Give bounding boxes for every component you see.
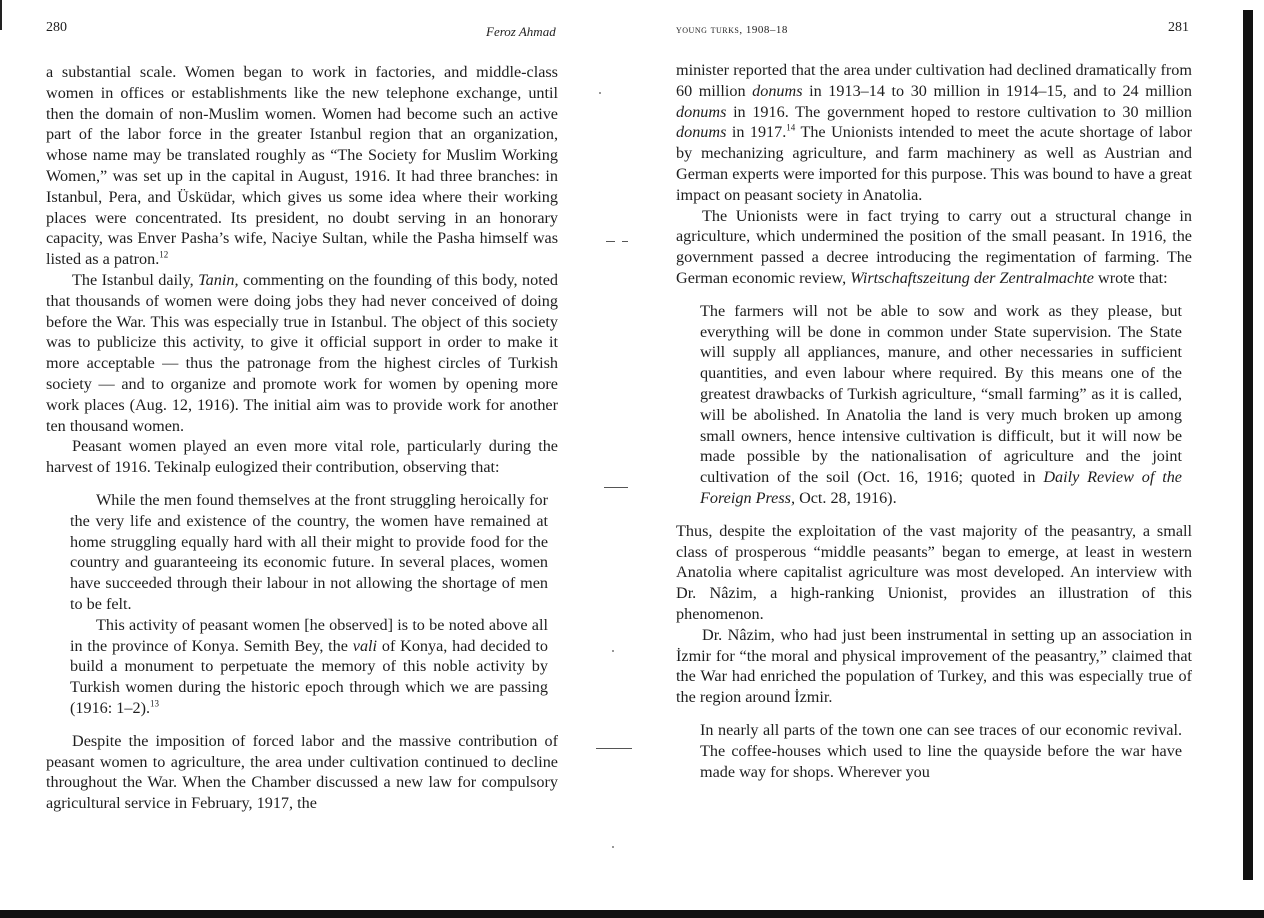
right-paragraph-4: Dr. Nâzim, who had just been instrumental in setting up an association in İzmir for “the moral and physical improvement of the peasantry,” claimed that the War had enriched the population of Turkey, and this was especially true of the region around İzmir. [676, 625, 1192, 707]
gutter-dot [612, 846, 614, 848]
page-number-left: 280 [46, 20, 67, 35]
footnote-marker: 12 [159, 249, 169, 260]
scan-edge-right [1243, 10, 1253, 880]
block-quote-wirtschaftszeitung [676, 301, 1192, 509]
right-paragraph-2: The Unionists were in fact trying to carry out a structural change in agriculture, which undermined the position of the small peasant. In 1916, the government passed a decree introducing the regimentation of farming. The German economic review, Wirtschaftszeitung der Zentralmachte wrote that: [676, 206, 1192, 287]
quote-paragraph-3: The farmers will not be able to sow and work as they please, but everything will be done in common under State supervision. The State will supply all appliances, manure, and other necessaries in sufficient quantities, and even labour where required. By this means one of the greatest drawbacks of Turkish agriculture, “small farming” as it is called, will be abolished. In Anatolia the land is very much broken up among small owners, hence intensive cultivation is difficult, but it will now be made possible by the nationalisation of agriculture and the joint cultivation of the soil (Oct. 16, 1916; quoted in Daily Review of the Foreign Press, Oct. 28, 1916). [700, 301, 1182, 507]
right-paragraph-1: minister reported that the area under cultivation had declined dramatically from 60 million donums in 1913–14 to 30 million in 1914–15, and to 24 million donums in 1916. The government hoped to restore cultivation to 30 million donums in 1917.14 The Unionists intended to meet the acute shortage of labor by mechanizing agriculture, and farm machinery as well as Austrian and German experts were imported for this purpose. This was bound to have a great impact on peasant society in Anatolia. [676, 61, 1192, 204]
left-paragraph-4: Despite the imposition of forced labor and the massive contribution of peasant women to agriculture, the area under cultivation continued to decline throughout the War. When the Chamber discussed a new law for compulsory agricultural service in February, 1917, the [46, 731, 558, 813]
left-paragraph-3: Peasant women played an even more vital role, particularly during the harvest of 1916. Tekinalp eulogized their contribution, observing that: [46, 437, 558, 477]
left-paragraph-1: a substantial scale. Women began to work in factories, and middle-class women in offices or establishments like the new telephone exchange, until then the domain of non-Muslim women. Women had become such an active part of the labor force in the greater Istanbul region that an organization, whose name may be translated roughly as “The Society for Muslim Working Women,” was set up in the capital in August, 1916. It had three branches: in Istanbul, Pera, and Üsküdar, which gives us some idea where their working places were concentrated. Its president, no doubt serving in an honorary capacity, was Enver Pasha’s wife, Naciye Sultan, while the Pasha himself was listed as a patron.$^{12}$ [46, 63, 558, 269]
quote-paragraph-2: This activity of peasant women [he observed] is to be noted above all in the province of Konya. Semith Bey, the vali of Konya, had decided to build a monument to perpetuate the memory of this noble activity by Turkish women during the historic epoch through which we are passing (1916: 1–2).$^{13}$ [70, 615, 549, 717]
gutter-mark [606, 241, 615, 242]
right-page [630, 0, 1264, 918]
gutter-dot [599, 92, 601, 94]
left-page [0, 0, 600, 918]
left-paragraph-2: The Istanbul daily, Tanin, commenting on the founding of this body, noted that thousands of women were doing jobs they had never conceived of doing before the War. This was especially true in Istanbul. The object of this society was to publicize this activity, to give it official support in order to make it more acceptable — thus the patronage from the highest circles of Turkish society — and to organize and promote work for women by opening more work places (Aug. 12, 1916). The initial aim was to provide work for another ten thousand women. [46, 270, 559, 435]
quote-paragraph-4: In nearly all parts of the town one can see traces of our economic revival. The coffee-houses which used to line the quayside before the war have made way for shops. Wherever you [700, 720, 1182, 781]
right-paragraph-3: Thus, despite the exploitation of the vast majority of the peasantry, a small class of prosperous “middle peasants” began to emerge, at least in western Anatolia where capitalist agriculture was most developed. An interview with Dr. Nâzim, a high-ranking Unionist, provides an illustration of this phenomenon. [676, 521, 1192, 623]
gutter-mark [596, 748, 632, 749]
gutter-mark [604, 487, 628, 488]
quote-paragraph-1: While the men found themselves at the front struggling heroically for the very life and existence of the country, the women have remained at home struggling equally hard with all their might to provide food for the country and guaranteeing its economic future. In several places, women have succeeded through their labour in not allowing the shortage of men to be felt. [70, 490, 548, 613]
running-head-left: Feroz Ahmad [486, 24, 556, 39]
running-head-right: young turks, 1908–18 [676, 24, 788, 36]
right-body-text [676, 60, 1192, 782]
block-quote-nazim [676, 720, 1192, 782]
left-body-text [46, 62, 558, 814]
footnote-marker: 14 [786, 123, 796, 133]
block-quote-tekinalp [46, 490, 558, 719]
gutter-mark [622, 241, 628, 242]
page-number-right: 281 [1168, 20, 1189, 35]
scan-edge-bottom [0, 910, 1264, 918]
footnote-marker: 13 [150, 698, 160, 709]
gutter-dot [612, 650, 614, 652]
